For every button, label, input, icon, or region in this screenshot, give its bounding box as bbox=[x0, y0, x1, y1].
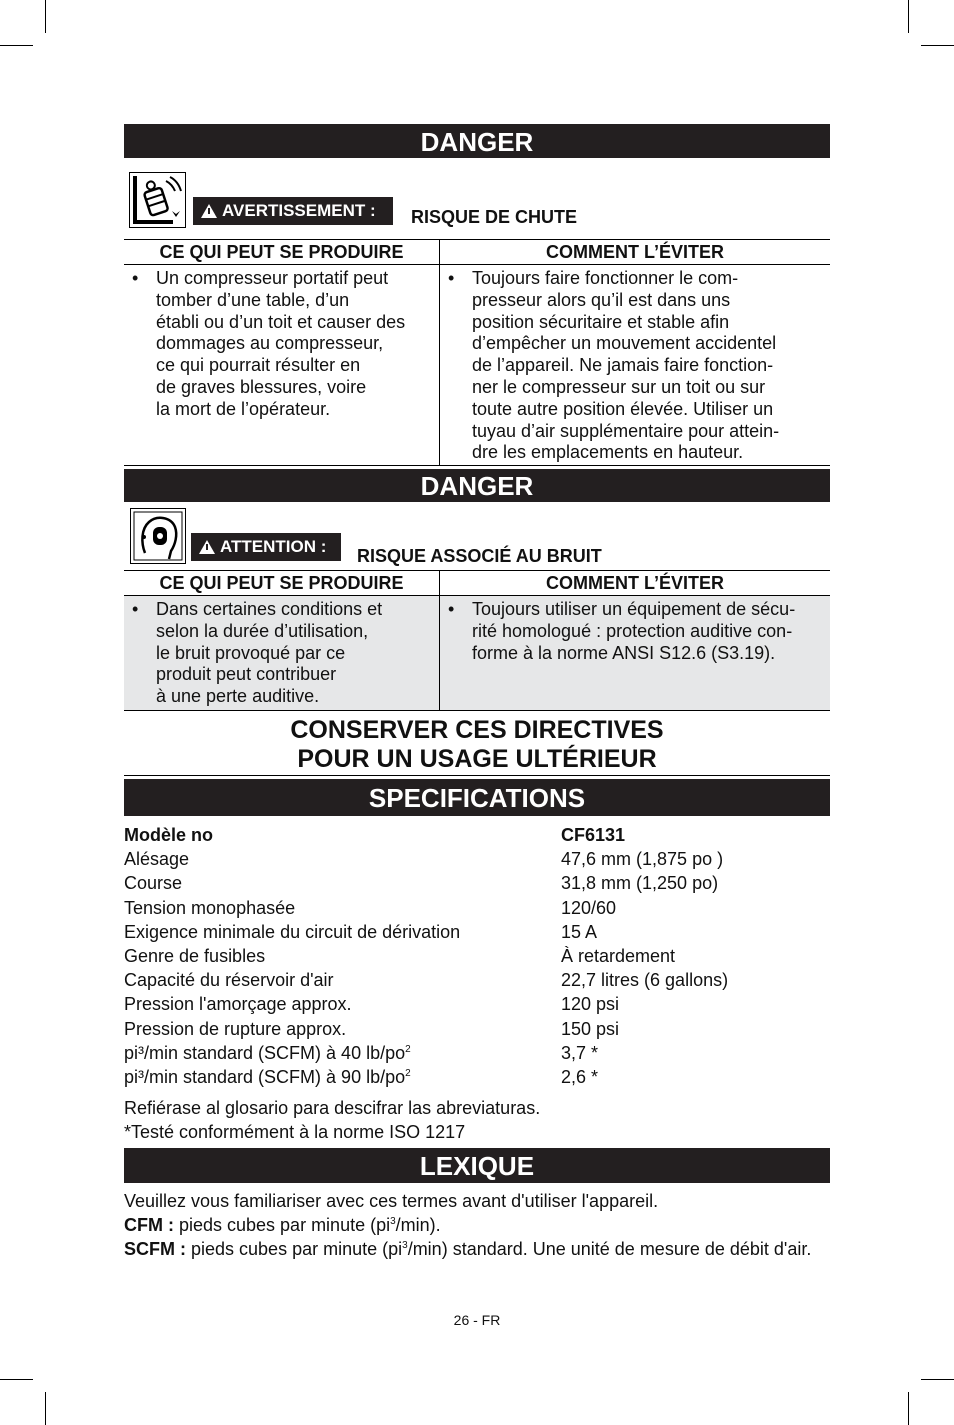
page-number: 26 - FR bbox=[453, 1312, 501, 1328]
lexique-entry-scfm bbox=[124, 1237, 830, 1261]
spec-value: 150 psi bbox=[561, 1018, 620, 1039]
spec-value: À retardement bbox=[561, 945, 676, 966]
hazard-cause-cell bbox=[124, 265, 440, 466]
spec-label bbox=[124, 1043, 411, 1063]
bullet: • bbox=[132, 599, 139, 619]
lexique-definition: /min) standard. Une unité de mesure de débit d'air. bbox=[407, 1239, 812, 1259]
spec-row bbox=[124, 968, 830, 992]
warning-signal-label bbox=[193, 197, 393, 225]
spec-row bbox=[124, 992, 830, 1016]
danger-title: DANGER bbox=[420, 127, 534, 157]
specifications-banner bbox=[124, 779, 830, 816]
specifications-list bbox=[124, 823, 830, 1089]
spec-row bbox=[124, 920, 830, 944]
lexique-title: LEXIQUE bbox=[419, 1151, 535, 1181]
spec-row bbox=[124, 1017, 830, 1041]
save-line-2: POUR UN USAGE ULTÉRIEUR bbox=[297, 745, 657, 773]
superscript: 3 bbox=[390, 1216, 396, 1227]
signal-word: ATTENTION : bbox=[220, 537, 327, 556]
hearing-protection-icon bbox=[130, 508, 186, 564]
spec-value: 120 psi bbox=[561, 994, 620, 1015]
superscript: 2 bbox=[405, 1067, 411, 1079]
crop-mark bbox=[921, 1379, 954, 1380]
spec-label: Course bbox=[124, 873, 183, 894]
danger-banner bbox=[124, 124, 830, 158]
lexique-entry-cfm bbox=[124, 1213, 830, 1237]
crop-mark bbox=[45, 0, 46, 33]
spec-label: Modèle no bbox=[124, 825, 213, 845]
hazard-table bbox=[124, 239, 830, 466]
bullet: • bbox=[132, 268, 139, 288]
superscript: 3 bbox=[402, 1240, 408, 1251]
crop-mark bbox=[0, 1379, 33, 1380]
hazard-avoid-cell bbox=[440, 596, 831, 711]
crop-mark bbox=[908, 0, 909, 33]
spec-label: Exigence minimale du circuit de dérivation bbox=[124, 921, 461, 942]
spec-row bbox=[124, 896, 830, 920]
spec-value: 47,6 mm (1,875 po ) bbox=[561, 849, 724, 870]
spec-label-text: pi³/min standard (SCFM) à 40 lb/po bbox=[124, 1042, 406, 1063]
spec-row bbox=[124, 1065, 830, 1089]
hazard-cause-cell bbox=[124, 596, 440, 711]
spec-label: Pression de rupture approx. bbox=[124, 1018, 347, 1039]
bullet: • bbox=[448, 268, 455, 288]
spec-value: 3,7 * bbox=[561, 1042, 599, 1063]
abbreviation-note: Refiérase al glosario para descifrar las abreviaturas. bbox=[124, 1098, 541, 1118]
hazard-cause-text: Dans certaines conditions et selon la durée d’utilisation, le bruit provoqué par ce produit peut contribuer à une perte auditive. bbox=[156, 599, 383, 707]
iso-test-note: *Testé conformément à la norme ISO 1217 bbox=[124, 1122, 466, 1142]
spec-label: Capacité du réservoir d'air bbox=[124, 970, 334, 991]
hazard-title: RISQUE ASSOCIÉ AU BRUIT bbox=[357, 546, 602, 566]
spec-value: CF6131 bbox=[561, 825, 626, 845]
hazard-avoid-text: Toujours faire fonctionner le com- presseur alors qu’il est dans uns position sécuritaire et stable afin d’empêcher un mouvement accidentel de l’appareil. Ne jamais faire fonction- ner le compresseur sur un toit ou sur toute autre position élevée. Utiliser un tuyau d’air supplémentaire pour attein- dre les emplacements en hauteur. bbox=[472, 268, 780, 463]
lexique-banner bbox=[124, 1148, 830, 1183]
column-header: CE QUI PEUT SE PRODUIRE bbox=[124, 571, 440, 596]
danger-banner bbox=[124, 469, 830, 502]
lexique-content bbox=[124, 1189, 830, 1261]
lexique-definition: pieds cubes par minute (pi bbox=[173, 1215, 391, 1235]
spec-label-text: pi³/min standard (SCFM) à 90 lb/po bbox=[124, 1066, 406, 1087]
caution-signal-label bbox=[191, 533, 341, 561]
spec-value: 22,7 litres (6 gallons) bbox=[561, 970, 729, 991]
hazard-cause-text: Un compresseur portatif peut tomber d’une table, d’un établi ou d’un toit et causer des dommages au compresseur, ce qui pourrait résulter en de graves blessures, voire la mort de l’opérateur. bbox=[156, 268, 406, 419]
superscript: 2 bbox=[405, 1043, 411, 1055]
crop-mark bbox=[908, 1392, 909, 1425]
spec-label: Tension monophasée bbox=[124, 897, 296, 918]
lexique-definition: /min). bbox=[395, 1215, 441, 1235]
spec-row bbox=[124, 1041, 830, 1065]
save-line-1: CONSERVER CES DIRECTIVES bbox=[290, 716, 664, 744]
falling-compressor-icon bbox=[129, 172, 186, 228]
lexique-intro: Veuillez vous familiariser avec ces termes avant d'utiliser l'appareil. bbox=[124, 1191, 659, 1211]
warning-triangle-icon bbox=[201, 204, 217, 218]
crop-mark bbox=[921, 45, 954, 46]
specifications-title: SPECIFICATIONS bbox=[368, 783, 586, 813]
column-header: COMMENT L’ÉVITER bbox=[440, 571, 831, 596]
column-header: COMMENT L’ÉVITER bbox=[440, 240, 831, 265]
spec-row bbox=[124, 823, 830, 847]
spec-row bbox=[124, 847, 830, 871]
warning-triangle-icon bbox=[199, 540, 215, 554]
crop-mark bbox=[45, 1392, 46, 1425]
spec-label: Alésage bbox=[124, 849, 190, 870]
signal-word: AVERTISSEMENT : bbox=[222, 201, 376, 220]
lexique-term: SCFM : bbox=[124, 1239, 186, 1259]
spec-row bbox=[124, 871, 830, 895]
spec-value: 15 A bbox=[561, 921, 598, 942]
spec-value: 31,8 mm (1,250 po) bbox=[561, 873, 719, 894]
divider bbox=[124, 775, 830, 776]
hazard-avoid-cell bbox=[440, 265, 831, 466]
spec-value: 120/60 bbox=[561, 897, 617, 918]
hazard-avoid-text: Toujours utiliser un équipement de sécu- rité homologué : protection auditive con- forme à la norme ANSI S12.6 (S3.19). bbox=[472, 599, 796, 663]
spec-label bbox=[124, 1067, 411, 1087]
spec-label: Pression l'amorçage approx. bbox=[124, 994, 352, 1015]
spec-label: Genre de fusibles bbox=[124, 945, 266, 966]
spec-row bbox=[124, 944, 830, 968]
bullet: • bbox=[448, 599, 455, 619]
spec-value: 2,6 * bbox=[561, 1066, 599, 1087]
hazard-title: RISQUE DE CHUTE bbox=[411, 207, 578, 227]
danger-title: DANGER bbox=[420, 471, 534, 501]
column-header: CE QUI PEUT SE PRODUIRE bbox=[124, 240, 440, 265]
save-instructions-heading bbox=[124, 716, 830, 774]
lexique-term: CFM : bbox=[124, 1215, 174, 1235]
hazard-table bbox=[124, 570, 830, 711]
crop-mark bbox=[0, 45, 33, 46]
lexique-definition: pieds cubes par minute (pi bbox=[186, 1239, 403, 1259]
